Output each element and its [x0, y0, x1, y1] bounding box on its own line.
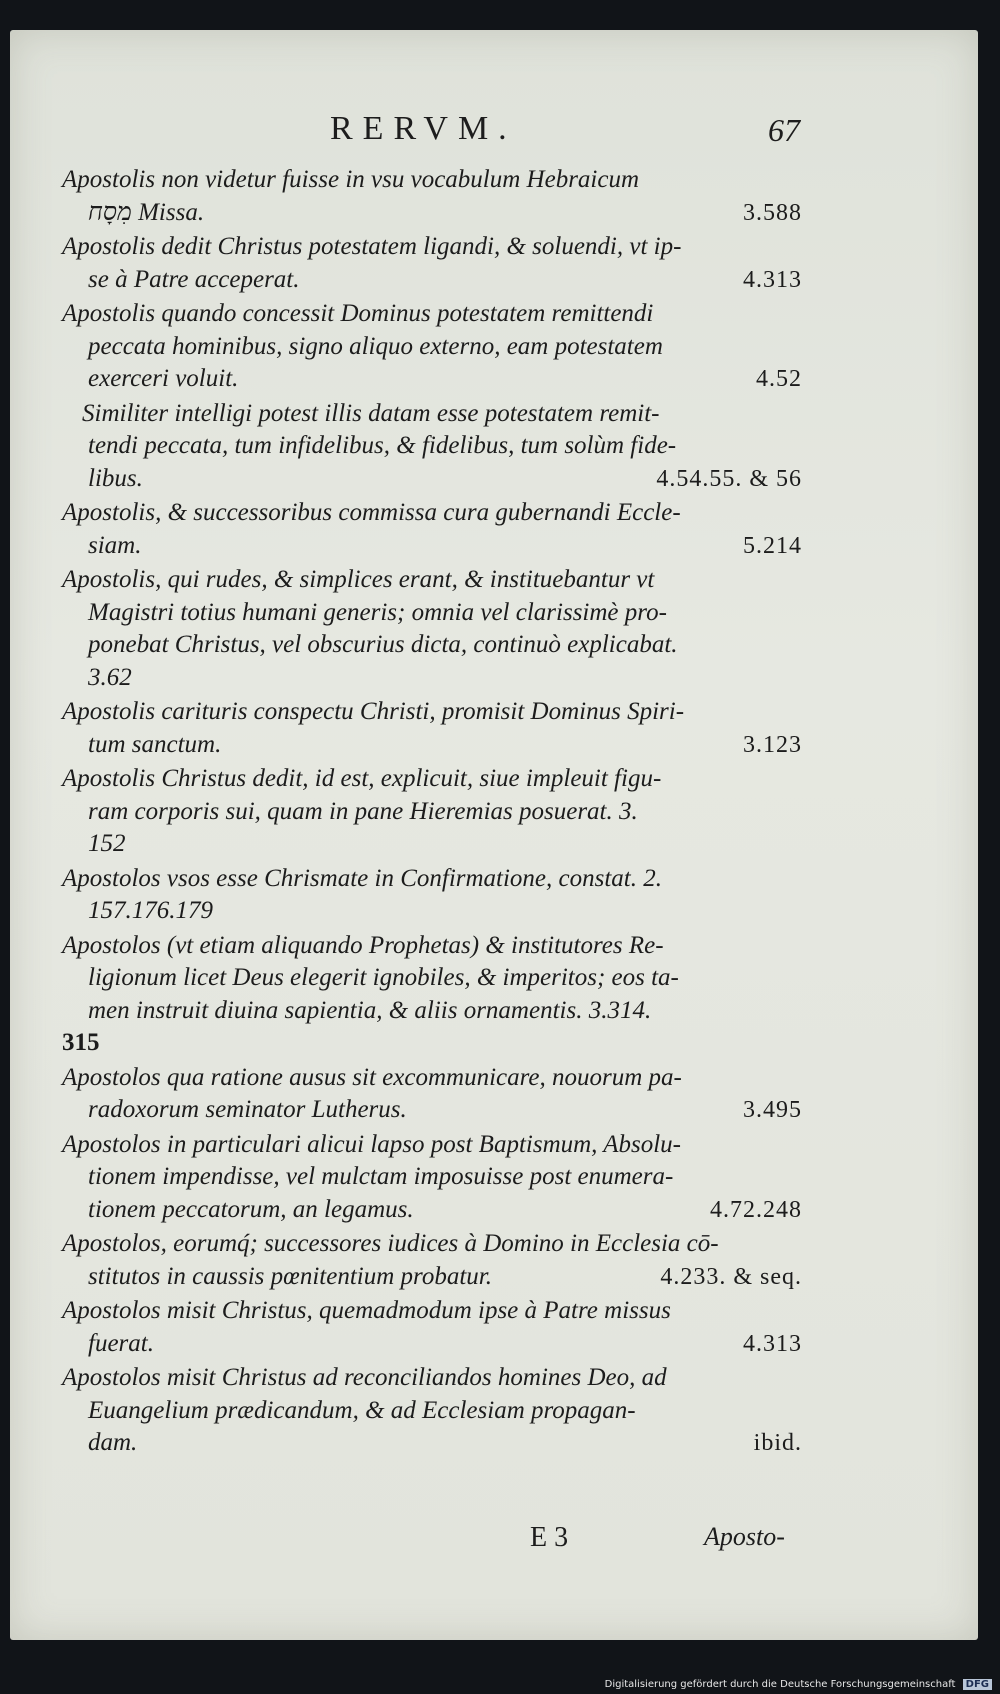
page-header	[10, 110, 978, 150]
entry-line: Similiter intelligi potest illis datam esse potestatem remit-	[82, 399, 660, 427]
entry-line: Apostolis, & successoribus commissa cura gubernandi Eccle-	[62, 499, 681, 526]
entry-line: Magistri totius humani generis; omnia vel clarissimè pro-	[88, 598, 667, 626]
entry-line: Apostolis carituris conspectu Christi, promisit Dominus Spiri-	[62, 698, 685, 725]
entry-line: radoxorum seminator Lutherus.	[88, 1096, 407, 1123]
index-entry	[62, 298, 802, 396]
index-entry	[62, 1129, 802, 1227]
index-entry	[62, 930, 802, 1060]
entry-line: 3.62	[88, 663, 132, 691]
index-entry	[62, 1228, 802, 1293]
index-entry	[62, 1295, 802, 1360]
entry-line: tionem impendisse, vel mulctam imposuisse post enumera-	[88, 1163, 674, 1190]
entry-line: men instruit diuina sapientia, & aliis ornamentis. 3.314.	[88, 996, 652, 1024]
entry-reference: 3.123	[743, 731, 802, 758]
entry-line: Euangelium prædicandum, & ad Ecclesiam propagan-	[88, 1396, 636, 1424]
dfg-logo: DFG	[963, 1679, 992, 1690]
index-entry	[62, 564, 802, 694]
index-entry	[62, 231, 802, 296]
running-title: RERVM.	[330, 110, 517, 147]
entry-line: ponebat Christus, vel obscurius dicta, continuò explicabat.	[88, 631, 678, 658]
page-number: 67	[768, 112, 800, 148]
entry-reference: 4.52	[756, 366, 802, 392]
entry-line: Apostolis quando concessit Dominus potestatem remittendi	[62, 300, 654, 327]
entry-line: tionem peccatorum, an legamus.	[88, 1195, 414, 1223]
entry-line: Apostolis Christus dedit, id est, explicuit, siue impleuit figu-	[62, 765, 662, 792]
entry-line: Apostolis non videtur fuisse in vsu vocabulum Hebraicum	[62, 166, 640, 193]
signature-mark: E 3	[530, 1522, 569, 1553]
entry-line: Apostolos, eorumq́; successores iudices à Domino in Ecclesia cō-	[62, 1230, 719, 1257]
entry-line: libus.	[88, 464, 143, 492]
index-entry	[62, 696, 802, 761]
entry-line: Apostolos qua ratione ausus sit excommunicare, nouorum pa-	[62, 1063, 682, 1091]
entry-line: dam.	[88, 1429, 138, 1456]
entry-line: Apostolos misit Christus, quemadmodum ipse à Patre missus	[62, 1297, 671, 1324]
entry-line: 152	[88, 830, 126, 857]
digitization-credit-text: Digitalisierung gefördert durch die Deutsche Forschungsgemeinschaft	[604, 1679, 956, 1690]
entry-reference: ibid.	[753, 1430, 802, 1456]
entry-line: Apostolos in particulari alicui lapso post Baptismum, Absolu-	[62, 1130, 682, 1158]
entry-reference: 4.54.55. & 56	[656, 465, 802, 492]
entry-reference: 3.495	[743, 1097, 802, 1123]
entry-line: stitutos in caussis pœnitentium probatur.	[88, 1262, 492, 1290]
book-page	[10, 30, 978, 1640]
entry-line: siam.	[88, 531, 142, 559]
index-entry	[62, 1062, 802, 1127]
index-entry	[62, 398, 802, 496]
entry-line: מִסָח Missa.	[88, 198, 205, 226]
entry-reference: 4.313	[743, 1330, 802, 1357]
entry-reference: 3.588	[743, 199, 802, 226]
entry-line: exerceri voluit.	[88, 365, 239, 392]
entry-line: Apostolis, qui rudes, & simplices erant, & instituebantur vt	[62, 566, 655, 593]
entry-reference: 5.214	[743, 532, 802, 559]
catchword: Aposto-	[704, 1522, 785, 1551]
index-entry	[62, 763, 802, 861]
entry-line: ligionum licet Deus elegerit ignobiles, & imperitos; eos ta-	[88, 964, 679, 991]
entry-line: Apostolos misit Christus ad reconciliandos homines Deo, ad	[62, 1364, 667, 1391]
entry-line: fuerat.	[88, 1329, 154, 1357]
entry-reference: 4.233. & seq.	[660, 1263, 802, 1290]
entry-line: 315	[62, 1029, 100, 1056]
index-entry	[62, 1362, 802, 1460]
index-entry	[62, 863, 802, 928]
entry-line: se à Patre acceperat.	[88, 265, 300, 293]
entry-line: tum sanctum.	[88, 730, 222, 758]
entry-line: peccata hominibus, signo aliquo externo, eam potestatem	[88, 332, 663, 360]
entry-reference: 4.313	[743, 266, 802, 293]
digitization-credit	[605, 1679, 992, 1690]
index-entries	[62, 164, 802, 1462]
entry-line: ram corporis sui, quam in pane Hieremias posuerat. 3.	[88, 797, 638, 825]
entry-line: tendi peccata, tum infidelibus, & fidelibus, tum solùm fide-	[88, 432, 677, 459]
entry-line: Apostolis dedit Christus potestatem ligandi, & soluendi, vt ip-	[62, 233, 682, 260]
entry-line: Apostolos vsos esse Chrismate in Confirmatione, constat. 2.	[62, 864, 662, 892]
page-footer	[10, 1522, 978, 1562]
entry-line: 157.176.179	[88, 897, 213, 924]
index-entry	[62, 497, 802, 562]
index-entry	[62, 164, 802, 229]
entry-reference: 4.72.248	[710, 1196, 802, 1223]
entry-line: Apostolos (vt etiam aliquando Prophetas) & institutores Re-	[62, 931, 664, 959]
